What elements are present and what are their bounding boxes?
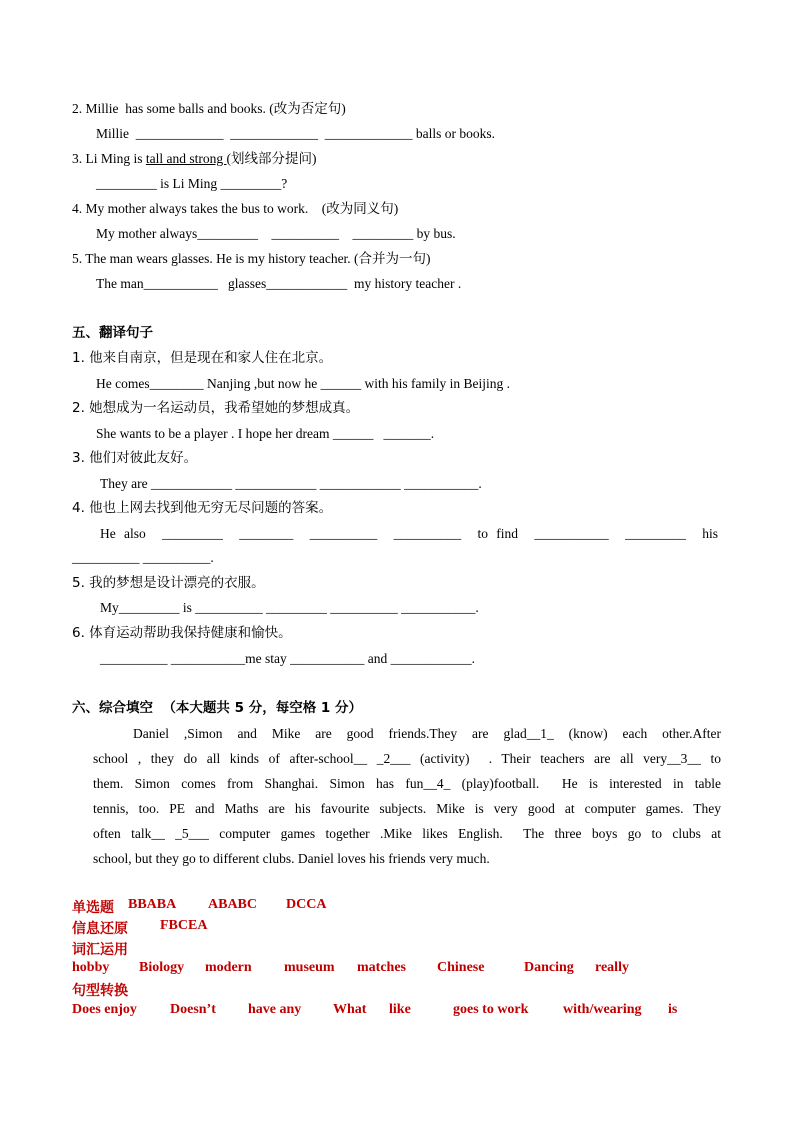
answers-pattern-value: like (389, 1002, 411, 1017)
answers-vocab-label: 词汇运用 (72, 942, 128, 958)
answers-pattern-row (72, 1002, 772, 1022)
answers-pattern-value: goes to work (453, 1002, 529, 1017)
answers-pattern-value: Doesn’t (170, 1002, 216, 1017)
answers-mc-row (72, 897, 772, 917)
s5-item-5-answer-line: My_________ is __________ _________ __________ ___________. (100, 600, 479, 615)
cloze-line: school, but they go to different clubs. Daniel loves his friends very much. (93, 851, 490, 866)
q4-item-3-question: 3. Li Ming is tall and strong (划线部分提问) (72, 151, 317, 166)
section-6-title: 六、综合填空 （本大题共 5 分，每空格 1 分） (72, 700, 362, 716)
answers-vocab-label-row (72, 939, 772, 959)
q4-item-4-question: 4. My mother always takes the bus to work. (改为同义句) (72, 201, 399, 216)
s5-item-2-answer-line: She wants to be a player . I hope her dream ______ _______. (96, 426, 435, 441)
answers-vocab-value: modern (205, 960, 252, 975)
answers-pattern-value: Does enjoy (72, 1002, 137, 1017)
cloze-line: tennis, too. PE and Maths are his favourite subjects. Mike is very good at computer games. They (93, 801, 721, 816)
answers-vocab-value: Dancing (524, 960, 574, 975)
s5-item-1-answer-line: He comes________ Nanjing ,but now he ______ with his family in Beijing . (96, 376, 510, 391)
s5-item-6-question: 6. 体育运动帮助我保持健康和愉快。 (72, 625, 292, 641)
q4-item-2-question: 2. Millie has some balls and books. (改为否定句) (72, 101, 346, 116)
answers-vocab-value: Biology (139, 960, 185, 975)
q4-item-5-answer-line: The man___________ glasses____________ my history teacher . (96, 276, 462, 291)
answers-vocab-value: really (595, 960, 629, 975)
cloze-passage (93, 721, 721, 871)
answers-vocab-value: matches (357, 960, 406, 975)
q4-item-5-question: 5. The man wears glasses. He is my history teacher. (合并为一句) (72, 251, 431, 266)
answers-mc-label: 单选题 (72, 900, 114, 916)
answers-pattern-label-row (72, 980, 772, 1000)
s5-item-3-answer-line: They are ____________ ____________ ____________ ___________. (100, 476, 482, 491)
answers-pattern-value: is (668, 1002, 678, 1017)
s5-item-6-answer-line: __________ ___________me stay ___________ and ____________. (100, 651, 475, 666)
s5-item-4-answer-line-2: __________ __________. (72, 550, 214, 565)
cloze-line: often talk__ _5___ computer games together .Mike likes English. The three boys go to clubs at (93, 826, 721, 841)
q4-item-4-answer-line: My mother always_________ __________ _________ by bus. (96, 226, 456, 241)
answers-pattern-value: have any (248, 1002, 302, 1017)
s5-item-3-question: 3. 他们对彼此友好。 (72, 450, 198, 466)
s5-item-4-question: 4. 他也上网去找到他无穷无尽问题的答案。 (72, 500, 333, 516)
cloze-line: Daniel ,Simon and Mike are good friends.They are glad__1_ (know) each other.After (133, 726, 721, 741)
s5-item-2-question: 2. 她想成为一名运动员，我希望她的梦想成真。 (72, 400, 360, 416)
s5-item-4-answer-line: He also _________ ________ __________ __________ to find ___________ _________ his (100, 526, 718, 541)
cloze-line: school , they do all kinds of after-school__ _2___ (activity) . Their teachers are all very__3__ to (93, 751, 721, 766)
answers-info-label: 信息还原 (72, 921, 128, 937)
cloze-line: them. Simon comes from Shanghai. Simon has fun__4_ (play)football. He is interested in table (93, 776, 721, 791)
q4-item-3-answer-line: _________ is Li Ming _________? (96, 176, 288, 191)
answers-mc-value: BBABA (128, 897, 177, 912)
answers-vocab-row (72, 960, 772, 980)
answers-pattern-value: with/wearing (563, 1002, 642, 1017)
q4-item-2-answer-line: Millie _____________ _____________ _____________ balls or books. (96, 126, 495, 141)
s5-item-1-question: 1. 他来自南京，但是现在和家人住在北京。 (72, 350, 333, 366)
section-5-title: 五、翻译句子 (72, 325, 153, 341)
answers-vocab-value: hobby (72, 960, 110, 975)
answers-pattern-label: 句型转换 (72, 983, 128, 999)
answers-vocab-value: Chinese (437, 960, 485, 975)
answers-mc-value: ABABC (208, 897, 258, 912)
answers-pattern-value: What (333, 1002, 367, 1017)
underlined-phrase: tall and strong (145, 151, 227, 166)
answers-info-row (72, 918, 772, 938)
s5-item-5-question: 5. 我的梦想是设计漂亮的衣服。 (72, 575, 265, 591)
answers-mc-value: DCCA (286, 897, 327, 912)
answers-vocab-value: museum (284, 960, 335, 975)
answers-info-value: FBCEA (160, 918, 208, 933)
